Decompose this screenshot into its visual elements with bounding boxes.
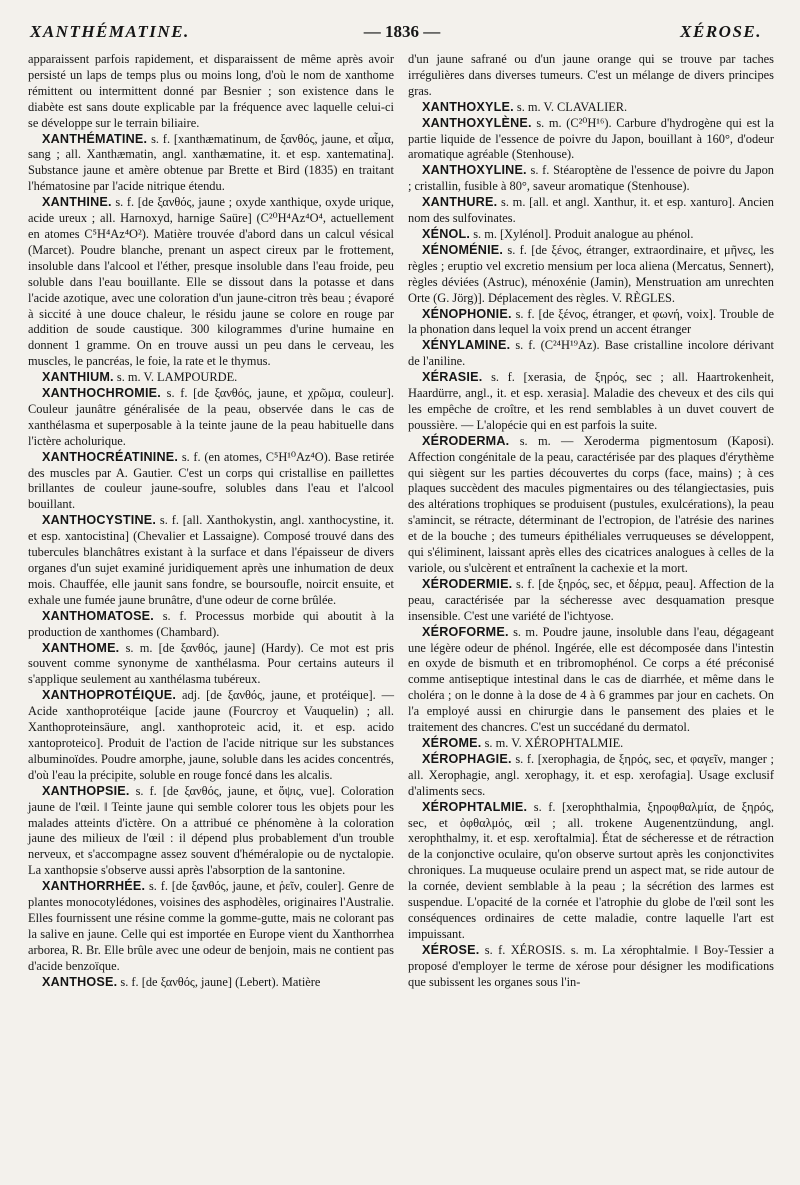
entry-text: s. m. [all. et angl. Xanthur, it. et esp. xanturo]. Ancien nom des sulfovinates. [408, 195, 774, 226]
entry-text: s. f. XÉROSIS. s. m. La xérophtalmie. ‖ Boy-Tessier a proposé d'employer le terme de xérose pour désigner les modifications que subissent les organes sous l'in- [408, 942, 774, 989]
dictionary-entry [28, 370, 394, 386]
entry-text: s. m. V. LAMPOURDE. [116, 370, 238, 385]
entry-text: s. f. [de ξένος, étranger, extraordinaire, et μῆνες, les règles ; eruptio vel excretio mensium per loca aliena (Mercatus, Sennert), règles déviées (Astruc), ménoxénie (Jamin), Menstruation am unrechten Orte (G. Jörg)]. Déplacement des règles. V. RÈGLES. [408, 242, 774, 305]
dictionary-entry [408, 752, 774, 800]
entry-continuation [28, 52, 394, 132]
dictionary-entry [408, 370, 774, 434]
dictionary-entry [408, 625, 774, 736]
dictionary-entry [408, 434, 774, 577]
entry-text: s. f. [all. Xanthokystin, angl. xanthocystine, it. et esp. xantocistina] (Chevalier et Lassaigne). Composé trouvé dans des tubercules blanchâtres existant à la surface et dans l'épaisseur de divers organes d'un sujet examiné juridiquement après une inhumation de deux mois. Chauffée, elle jaunit sans fondre, se boursoufle, noircit ensuite, et exhale une fumée jaune brunâtre, d'une odeur de corne brûlée. [28, 513, 394, 607]
entry-headword: XANTHOPROTÉIQUE. [42, 688, 177, 703]
entry-text: apparaissent parfois rapidement, et disparaissent de même après avoir persisté un laps de temps plus ou moins long, d'où le nom de xanthome rémittent ou intermittent donné par Besnier ; son existence dans le diabète est sans doute explicable par la fréquence avec laquelle celui-ci se développe sur le terrain biliaire. [28, 52, 394, 130]
entry-text: s. f. [xerophthalmia, ξηροφθαλμία, de ξηρός, sec, et ὀφθαλμός, œil ; all. trokene Augenentzündung, angl. xerophthalmy, it. et esp. xeroftalmia]. État de sécheresse et de rétraction de la conjonctive oculaire, qu'on observe surtout après les conjonctivites chroniques. La muqueuse oculaire prend un aspect mat, se ride autour de la cornée, devient semblable à la peau ; la sécrétion des larmes est suspendue. L'opacité de la cornée et l'atrophie du globe de l'œil sont les conséquences ordinaires de cette maladie, contre laquelle l'art est impuissant. [408, 799, 774, 941]
dictionary-entry [408, 736, 774, 752]
entry-headword: XANTHOMATOSE. [42, 608, 154, 623]
entry-headword: XÉROPHTALMIE. [422, 799, 528, 814]
entry-text: s. f. Stéaroptène de l'essence de poivre du Japon ; cristallin, fusible à 80°, saveur aromatique (Stenhouse). [408, 163, 774, 194]
entry-headword: XÉROME. [422, 735, 482, 750]
entry-headword: XANTHOCRÉATININE. [42, 449, 179, 464]
entry-text: s. f. Processus morbide qui aboutit à la production de xanthomes (Chambard). [28, 608, 394, 639]
entry-headword: XANTHÉMATINE. [42, 131, 148, 146]
running-head-right: XÉROSE. [680, 22, 762, 41]
entry-continuation [408, 52, 774, 100]
entry-headword: XÉNYLAMINE. [422, 338, 511, 353]
entry-text: s. m. Poudre jaune, insoluble dans l'eau, dégageant une légère odeur de phénol. Ingérée, elle est décomposée dans l'intestin en oxyde de bismuth et en tribromophénol. Ce corps a été préconisé comme antiseptique intestinal dans le cas de diarrhée, et même dans le choléra ; on le donne à la dose de 4 à 6 grammes par jour en cachets. On l'a employé aussi en chirurgie dans le pansement des plaies et le traitement des chancres. C'est un succédané du dermatol. [408, 624, 774, 735]
entry-text: s. m. — Xeroderma pigmentosum (Kaposi). Affection congénitale de la peau, caractérisée par des plaques d'érythème qui siègent sur les parties découvertes du corps (face, mains) ; à ces plaques succèdent des macules pigmentaires ou des télangiectasies, puis des altérations trophiques se produisent (pustules, exulcérations), la peau s'amincit, se rétracte, déterminant de l'ectropion, de l'atrésie des narines et de la bouche ; des tumeurs épithéliales verruqueuses se développent, qui s'éliminent, laissant après elles des cicatrices analogues à celles de la variole, ou s'ulcèrent et entraînent la cachexie et la mort. [408, 433, 774, 575]
entry-headword: XÉROSE. [422, 942, 480, 957]
dictionary-entry [408, 943, 774, 991]
dictionary-entry [28, 450, 394, 514]
entry-text: d'un jaune safrané ou d'un jaune orange qui se trouve par taches irrégulières dans diverses tumeurs. C'est un mélange de divers principes gras. [408, 52, 774, 98]
entry-headword: XÉROPHAGIE. [422, 751, 512, 766]
dictionary-entry [28, 132, 394, 196]
entry-text: s. m. V. CLAVALIER. [516, 99, 628, 114]
text-columns [28, 52, 776, 990]
left-column [28, 52, 394, 990]
dictionary-entry [408, 195, 774, 227]
entry-text: s. f. [de ξανθός, jaune, et χρῶμα, couleur]. Couleur jaunâtre généralisée de la peau, observée dans le cas de xanthélasma et superposable à la teinte jaune de la peau habituelle dans l'ictère acholurique. [28, 386, 394, 448]
dictionary-entry [408, 163, 774, 195]
entry-text: adj. [de ξανθός, jaune, et protéique]. — Acide xanthoprotéique [acide jaune (Fourcroy et Vauquelin) ; all. Xanthoproteinsäure, angl. xanthoproteic acid, it. et esp. acido xantoproteico]. Produit de l'action de l'acide nitrique sur les substances albuminoïdes. Poudre amorphe, jaune, soluble dans les acides concentrés, d'où l'eau la précipite, soluble en rouge foncé dans les alcalis. [28, 688, 394, 782]
entry-headword: XÉROFORME. [422, 624, 509, 639]
entry-headword: XANTHORRHÉE. [42, 879, 146, 894]
dictionary-entry [28, 688, 394, 783]
dictionary-entry [408, 116, 774, 164]
dictionary-entry [28, 879, 394, 974]
entry-headword: XANTHOPSIE. [42, 783, 130, 798]
entry-text: s. f. (C²⁴H¹⁹Az). Base cristalline incolore dérivant de l'aniline. [408, 338, 774, 369]
entry-headword: XANTHURE. [422, 195, 498, 210]
dictionary-entry [28, 195, 394, 370]
dictionary-entry [28, 641, 394, 689]
entry-text: s. f. [de ξανθός, jaune ; oxyde xanthique, oxyde urique, acide ureux ; all. Harnoxyd, harnige Saüre] (C²⁰H⁴Az⁴O⁴, actuellement en atomes C⁵H⁴Az⁴O²). Matière trouvée d'abord dans un calcul vésical (Marcet). Poudre blanche, prenant un aspect cireux par le frottement, insoluble dans l'alcool et l'éther, presque insoluble dans l'eau froide, peu soluble dans l'eau bouillante. Elle se dissout dans la potasse et dans l'acide azotique, avec une coloration d'un jaune-citron très beau ; évaporé à siccité à une douce chaleur, le résidu jaune se colore en rouge par addition de soude caustique. 300 kilogrammes d'urine humaine en donnent 1 gramme. On en trouve aussi un peu dans le cerveau, les muscles, le pancréas, le foie, la rate et le thymus. [28, 195, 394, 369]
dictionary-entry [408, 243, 774, 307]
entry-headword: XANTHOSE. [42, 974, 118, 989]
dictionary-entry [28, 513, 394, 608]
entry-headword: XANTHOCYSTINE. [42, 513, 157, 528]
entry-text: s. f. [de ξηρός, sec, et δέρμα, peau]. Affection de la peau, caractérisée par la sécheresse avec desquamation presque insensible. C'est une variété de l'ichtyose. [408, 576, 774, 623]
entry-text: s. f. [de ξανθός, jaune] (Lebert). Matière [120, 974, 321, 989]
entry-headword: XANTHOXYLÈNE. [422, 115, 532, 130]
entry-text: s. f. [xerasia, de ξηρός, sec ; all. Haartrokenheit, Haardürre, angl., it. et esp. xerasia]. Maladie des cheveux et des cils qui les empêche de croître, et les rend semblables à un duvet couvert de poussière. — L'alopécie qui en est parfois la suite. [408, 370, 774, 432]
dictionary-entry [28, 975, 394, 991]
entry-text: s. m. [Xylénol]. Produit analogue au phénol. [473, 226, 694, 241]
dictionary-entry [28, 784, 394, 879]
entry-text: s. f. [de ξένος, étranger, et φωνή, voix]. Trouble de la phonation dans lequel la voix prend un accent étranger [408, 306, 774, 337]
dictionary-entry [408, 307, 774, 339]
entry-headword: XÉNOMÉNIE. [422, 242, 504, 257]
entry-text: s. f. (en atomes, C⁵H¹⁰Az⁴O). Base retirée des muscles par A. Gautier. C'est un corps qui cristallise en paillettes brillantes de couleur jaune-soufre, solubles dans l'eau et l'alcool bouillant. [28, 449, 394, 512]
entry-text: s. f. [xerophagia, de ξηρός, sec, et φαγεῖν, manger ; all. Xerophagie, angl. xerophagy, it. et esp. xerofagia]. Usage exclusif d'aliments secs. [408, 751, 774, 798]
dictionary-entry [408, 577, 774, 625]
dictionary-entry [28, 386, 394, 450]
entry-headword: XANTHOME. [42, 640, 120, 655]
entry-text: s. m. [de ξανθός, jaune] (Hardy). Ce mot est pris souvent comme synonyme de xanthélasma. Pour certains auteurs il s'applique seulement au xanthélasma tubéreux. [28, 640, 394, 687]
entry-headword: XANTHINE. [42, 195, 112, 210]
entry-text: s. f. [xanthæmatinum, de ξανθός, jaune, et αἷμα, sang ; all. Xanthæmatin, angl. xanthæmatine, it. et esp. xantematina]. Substance jaune et amère obtenue par Brette et Bird (1835) en traitant l'hématosine par l'acide nitrique étendu. [28, 131, 395, 194]
entry-headword: XANTHOXYLE. [422, 99, 514, 114]
running-head-left: XANTHÉMATINE. [30, 22, 190, 41]
entry-headword: XÉRODERMA. [422, 433, 510, 448]
right-column [408, 52, 774, 990]
entry-text: s. f. [de ξανθός, jaune, et ῥεῖν, couler]. Genre de plantes monocotylédones, voisines des asphodèles, originaires l'Australie. Elles fournissent une résine comme la gomme-gutte, mais ne colorant pas la salive en jaune. Celle qui est importée en Europe vient du Xanthorrhea arborea, R. Br. Elle brûle avec une odeur de benjoin, mais ne contient pas d'acide benzoïque. [28, 879, 394, 973]
page-number: — 1836 — [363, 22, 441, 41]
entry-headword: XANTHOCHROMIE. [42, 386, 161, 401]
dictionary-entry [408, 100, 774, 116]
dictionary-entry [408, 800, 774, 943]
entry-headword: XÉNOPHONIE. [422, 306, 512, 321]
entry-headword: XÉRODERMIE. [422, 576, 513, 591]
entry-text: s. m. (C²⁰H¹⁶). Carbure d'hydrogène qui est la partie liquide de l'essence de poivre du Japon, bouillant à 160°, d'odeur aromatique agréable (Stenhouse). [408, 115, 774, 162]
page-header [28, 22, 776, 48]
entry-text: s. m. V. XÉROPHTALMIE. [484, 735, 624, 750]
entry-text: s. f. [de ξανθός, jaune, et ὄψις, vue]. Coloration jaune de l'œil. ‖ Teinte jaune qui semble colorer tous les objets pour les malades atteints d'ictère. On a attribué ce phénomène à la coloration jaune des milieux de l'œil : il dépend plus probablement d'un trouble nerveux, et s'accompagne assez souvent d'héméralopie ou de nyctalopie. La xanthopsie s'observe aussi après l'absorption de la santonine. [28, 783, 394, 878]
entry-headword: XANTHOXYLINE. [422, 163, 527, 178]
dictionary-entry [408, 227, 774, 243]
entry-headword: XÉNOL. [422, 226, 471, 241]
dictionary-entry [408, 338, 774, 370]
entry-headword: XÉRASIE. [422, 370, 483, 385]
entry-headword: XANTHIUM. [42, 370, 114, 385]
dictionary-entry [28, 609, 394, 641]
